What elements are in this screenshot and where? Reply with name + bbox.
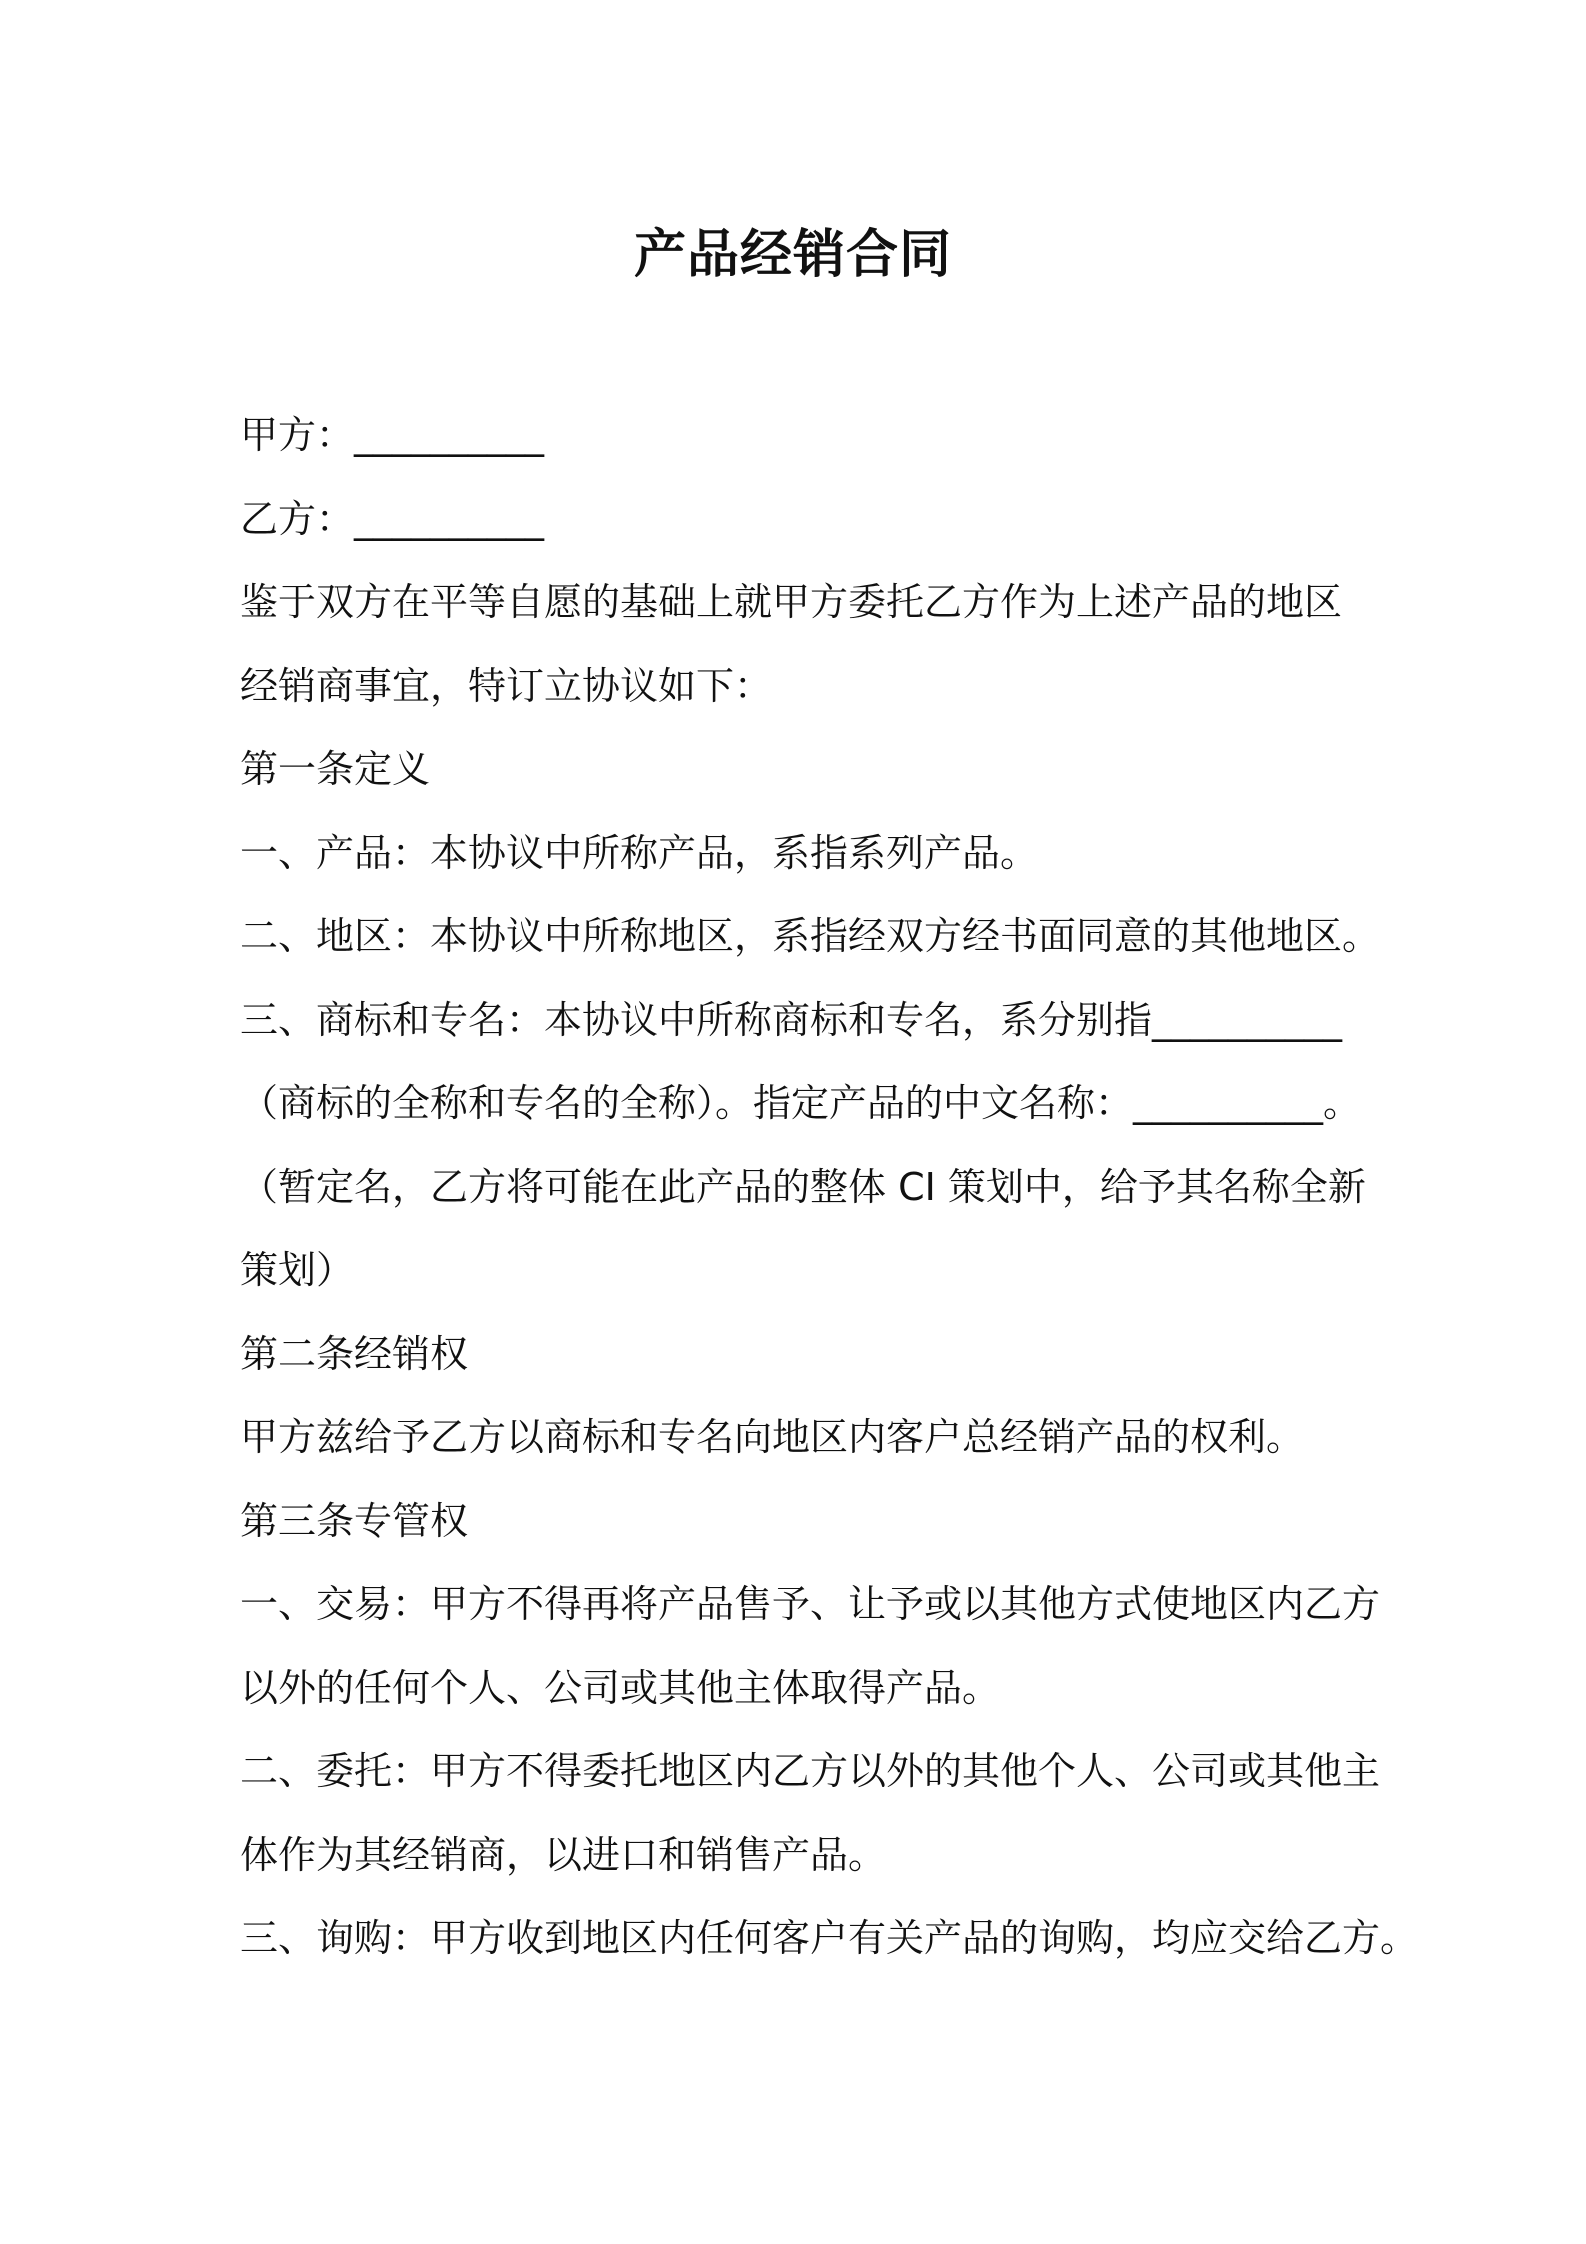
clause-line: 甲方兹给予乙方以商标和专名向地区内客户总经销产品的权利。 xyxy=(240,1415,1305,1459)
clause-line: （暂定名，乙方将可能在此产品的整体 CI 策划中，给予其名称全新 xyxy=(240,1164,1366,1209)
party-a-line: 甲方：__________ xyxy=(240,413,545,457)
clause-line: 三、询购：甲方收到地区内任何客户有关产品的询购，均应交给乙方。 xyxy=(240,1916,1419,1960)
clause-line: 以外的任何个人、公司或其他主体取得产品。 xyxy=(240,1665,1001,1710)
article-heading: 第一条定义 xyxy=(240,747,431,791)
clause-line: 三、商标和专名：本协议中所称商标和专名，系分别指__________ xyxy=(240,997,1343,1042)
article-heading: 第三条专管权 xyxy=(240,1498,469,1543)
party-b-line: 乙方：__________ xyxy=(240,496,545,541)
clause-line: 一、交易：甲方不得再将产品售予、让予或以其他方式使地区内乙方 xyxy=(240,1582,1381,1626)
preamble-line: 鉴于双方在平等自愿的基础上就甲方委托乙方作为上述产品的地区 xyxy=(240,580,1343,624)
clause-line: 策划） xyxy=(240,1248,355,1292)
clause-line: （商标的全称和专名的全称）。指定产品的中文名称：__________。 xyxy=(240,1081,1362,1125)
document-title: 产品经销合同 xyxy=(633,225,952,285)
clause-line: 体作为其经销商，以进口和销售产品。 xyxy=(240,1832,887,1877)
article-heading: 第二条经销权 xyxy=(240,1331,469,1376)
clause-line: 一、产品：本协议中所称产品，系指系列产品。 xyxy=(240,830,1039,875)
clause-line: 二、地区：本协议中所称地区，系指经双方经书面同意的其他地区。 xyxy=(240,914,1381,958)
preamble-line: 经销商事宜，特订立协议如下： xyxy=(240,663,773,708)
document-body xyxy=(240,405,1419,1992)
clause-line: 二、委托：甲方不得委托地区内乙方以外的其他个人、公司或其他主 xyxy=(240,1749,1381,1793)
